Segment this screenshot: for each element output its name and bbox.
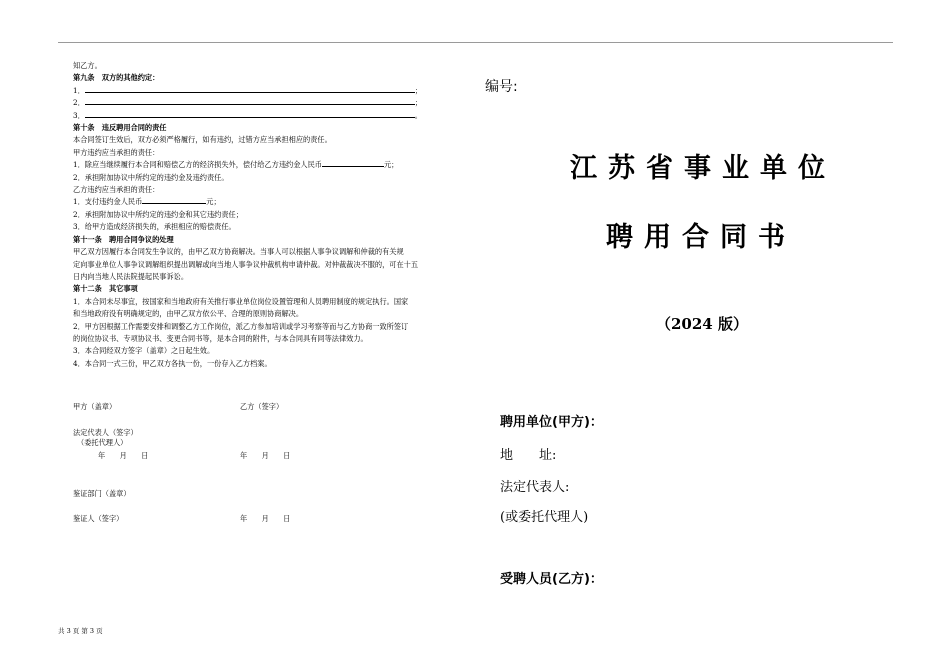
clause-line (73, 60, 443, 72)
clause-text: 2．承担附加协议中所约定的违约金及违约责任。 (73, 172, 229, 182)
party-a-seal-label: 甲方（盖章） (73, 402, 117, 411)
clause-line (73, 221, 443, 233)
clause-line (73, 358, 443, 370)
clause-text: 第十二条 其它事项 (73, 284, 138, 294)
legal-rep-sign-label: 法定代表人（签字） (73, 428, 138, 437)
clause-heading (73, 234, 443, 246)
clause-line (73, 209, 443, 221)
employer-label: 聘用单位(甲方)： (500, 415, 603, 430)
clause-line (73, 97, 443, 109)
clause-line (73, 333, 443, 345)
line-end-punct: 元； (206, 197, 221, 207)
line-end-punct: 元； (383, 160, 399, 170)
clause-line (73, 321, 443, 333)
fill-in-blank (322, 159, 384, 167)
legal-rep-label: 法定代表人: (500, 480, 570, 495)
fill-in-blank (142, 196, 206, 204)
clause-text: 3． (73, 110, 85, 120)
clause-text: 4．本合同一式三份，甲乙双方各执一份，一份存入乙方档案。 (73, 358, 272, 368)
clause-line (73, 271, 443, 283)
line-end-punct: ； (414, 85, 422, 95)
employee-label: 受聘人员(乙方)： (500, 572, 603, 587)
clause-text: 3．给甲方造成经济损失的，承担相应的赔偿责任。 (73, 222, 236, 232)
clause-heading (73, 122, 443, 134)
clause-line (73, 345, 443, 357)
clause-line (73, 296, 443, 308)
clause-line (73, 147, 443, 159)
clause-text: 乙方违约应当承担的责任： (73, 185, 160, 195)
clause-text: 定向事业单位人事争议调解组织提出调解或向当地人事争议仲裁机构申请仲裁。对仲裁裁决不服的，可在十五 (73, 259, 419, 269)
line-end-punct: 。 (414, 110, 422, 120)
fill-in-blank (85, 97, 415, 105)
clause-line (73, 196, 443, 208)
version-label: （2024 版） (656, 315, 748, 333)
cover-title-line1: 江苏省事业单位 (570, 153, 836, 184)
clause-text: 甲乙双方因履行本合同发生争议的，由甲乙双方协商解决。当事人可以根据人事争议调解和仲裁的有关规 (73, 247, 404, 257)
date-party-b: 年 月 日 (240, 451, 291, 460)
clause-text: 2． (73, 98, 85, 108)
contract-number-label: 编号: (485, 79, 518, 95)
clause-heading (73, 72, 443, 84)
clause-text: 1． (73, 85, 85, 95)
clause-line (73, 134, 443, 146)
address-label: 地 址: (500, 448, 557, 463)
date-party-a: 年 月 日 (98, 451, 149, 460)
clause-line (73, 246, 443, 258)
cover-page (470, 0, 910, 672)
clause-line (73, 172, 443, 184)
contract-page-3 (73, 60, 443, 370)
clause-line (73, 308, 443, 320)
clause-text: 1．支付违约金人民币 (73, 197, 143, 207)
clause-text: 的岗位协议书、专项协议书、变更合同书等，是本合同的附件，与本合同具有同等法律效力。 (73, 333, 368, 343)
party-b-sign-label: 乙方（签字） (240, 402, 284, 411)
clause-line (73, 85, 443, 97)
clause-line (73, 110, 443, 122)
verify-dept-label: 鉴证部门（盖章） (73, 489, 131, 498)
clause-heading (73, 283, 443, 295)
clause-text: 日内向当地人民法院提起民事诉讼。 (73, 271, 189, 281)
fill-in-blank (85, 110, 415, 118)
clause-text: 第十条 违反聘用合同的责任 (73, 123, 167, 133)
clause-line (73, 259, 443, 271)
page-footer: 共 3 页 第 3 页 (58, 627, 103, 635)
agent-cover-label: (或委托代理人) (500, 510, 589, 525)
clause-line (73, 159, 443, 171)
clause-text: 2．承担附加协议中所约定的违约金和其它违约责任； (73, 209, 243, 219)
clause-text: 1．除应当继续履行本合同和赔偿乙方的经济损失外，偿付给乙方违约金人民币 (73, 160, 322, 170)
agent-label: （委托代理人） (77, 438, 128, 447)
clause-text: 本合同签订生效后，双方必须严格履行，如有违约，过错方应当承担相应的责任。 (73, 135, 332, 145)
clause-text: 第十一条 聘用合同争议的处理 (73, 234, 174, 244)
clause-text: 第九条 双方的其他约定： (73, 73, 160, 83)
clause-text: 3．本合同经双方签字（盖章）之日起生效。 (73, 346, 215, 356)
verifier-label: 鉴证人（签字） (73, 514, 124, 523)
clause-text: 2．甲方因根据工作需要安排和调整乙方工作岗位，派乙方参加培训或学习考察等而与乙方协商一致所签订 (73, 321, 409, 331)
line-end-punct: ； (414, 98, 422, 108)
cover-title-line2: 聘用合同书 (606, 222, 796, 253)
clause-text: 知乙方。 (73, 61, 102, 70)
clause-text: 1．本合同未尽事宜，按国家和当地政府有关推行事业单位岗位设置管理和人员聘用制度的规定执行。国家 (73, 296, 409, 306)
clause-line (73, 184, 443, 196)
clause-text: 甲方违约应当承担的责任： (73, 147, 160, 157)
fill-in-blank (85, 85, 415, 93)
date-verify: 年 月 日 (240, 514, 291, 523)
clause-text: 和当地政府没有明确规定的，由甲乙双方依公平、合理的原则协商解决。 (73, 309, 304, 319)
